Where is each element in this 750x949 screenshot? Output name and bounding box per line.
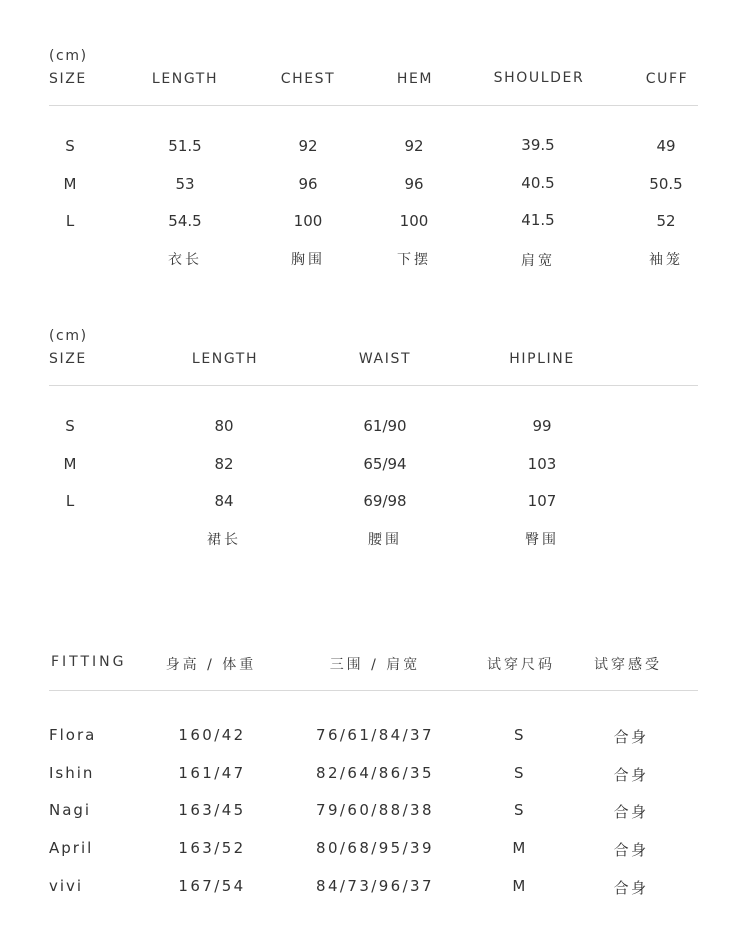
measurements-cell: 80/68/95/39 <box>316 839 434 857</box>
cuff-cell: 49 <box>656 137 676 155</box>
cn-label-hipline: 臀围 <box>525 532 559 548</box>
header-cuff: CUFF <box>645 71 689 87</box>
fit-feeling-cell: 合身 <box>613 803 649 821</box>
chest-cell: 100 <box>293 212 323 230</box>
length-cell: 51.5 <box>168 137 202 155</box>
length-cell: 80 <box>214 417 234 435</box>
size-cell: S <box>65 417 75 435</box>
waist-cell: 61/90 <box>363 417 407 435</box>
shoulder-cell: 40.5 <box>521 174 555 192</box>
header-divider <box>49 690 698 691</box>
measurements-cell: 84/73/96/37 <box>316 877 434 895</box>
height-weight-cell: 161/47 <box>178 764 246 782</box>
size-cell: L <box>65 212 75 230</box>
measurements-cell: 82/64/86/35 <box>316 764 434 782</box>
hem-cell: 100 <box>399 212 429 230</box>
header-length: LENGTH <box>191 351 259 367</box>
waist-cell: 69/98 <box>363 492 407 510</box>
height-weight-cell: 163/52 <box>178 839 246 857</box>
chest-cell: 96 <box>298 175 318 193</box>
cn-label-shoulder: 肩宽 <box>521 253 555 269</box>
header-height-weight: 身高 / 体重 <box>165 657 257 673</box>
size-cell: M <box>63 175 77 193</box>
cn-label-chest: 胸围 <box>291 252 325 268</box>
model-name: Nagi <box>49 801 92 819</box>
header-hipline: HIPLINE <box>509 351 575 367</box>
tried-size-cell: S <box>514 801 526 819</box>
measurements-cell: 79/60/88/38 <box>316 801 434 819</box>
header-fit-feeling: 试穿感受 <box>594 657 662 673</box>
unit-label: (cm) <box>49 48 88 64</box>
model-name: April <box>49 839 94 857</box>
header-fitting: FITTING <box>51 654 127 670</box>
fit-feeling-cell: 合身 <box>613 841 649 859</box>
fit-feeling-cell: 合身 <box>613 728 649 746</box>
header-divider <box>49 105 698 106</box>
model-name: vivi <box>49 877 84 895</box>
tried-size-cell: S <box>514 764 526 782</box>
header-tried-size: 试穿尺码 <box>487 657 555 673</box>
length-cell: 82 <box>214 455 234 473</box>
header-size: SIZE <box>49 351 87 367</box>
length-cell: 84 <box>214 492 234 510</box>
header-measurements: 三围 / 肩宽 <box>329 657 421 673</box>
hipline-cell: 107 <box>527 492 557 510</box>
unit-label: (cm) <box>49 328 88 344</box>
height-weight-cell: 167/54 <box>178 877 246 895</box>
fit-feeling-cell: 合身 <box>613 766 649 784</box>
measurements-cell: 76/61/84/37 <box>316 726 434 744</box>
header-waist: WAIST <box>358 351 412 367</box>
chest-cell: 92 <box>298 137 318 155</box>
size-cell: L <box>65 492 75 510</box>
header-divider <box>49 385 698 386</box>
waist-cell: 65/94 <box>363 455 407 473</box>
cuff-cell: 52 <box>656 212 676 230</box>
cn-label-hem: 下摆 <box>397 252 431 268</box>
model-name: Ishin <box>49 764 95 782</box>
model-name: Flora <box>49 726 97 744</box>
shoulder-cell: 41.5 <box>521 211 555 229</box>
header-hem: HEM <box>396 71 434 87</box>
fit-feeling-cell: 合身 <box>613 879 649 897</box>
header-length: LENGTH <box>151 71 219 87</box>
hipline-cell: 99 <box>532 417 552 435</box>
hem-cell: 96 <box>404 175 424 193</box>
height-weight-cell: 160/42 <box>178 726 246 744</box>
header-chest: CHEST <box>280 71 336 87</box>
hipline-cell: 103 <box>527 455 557 473</box>
size-cell: M <box>63 455 77 473</box>
cn-label-length: 衣长 <box>168 252 202 268</box>
cn-label-cuff: 袖笼 <box>649 252 683 268</box>
cn-label-length: 裙长 <box>207 532 241 548</box>
cn-label-waist: 腰围 <box>368 532 402 548</box>
length-cell: 54.5 <box>168 212 202 230</box>
size-cell: S <box>65 137 75 155</box>
tried-size-cell: S <box>514 726 526 744</box>
tried-size-cell: M <box>512 877 528 895</box>
tried-size-cell: M <box>512 839 528 857</box>
header-size: SIZE <box>49 71 87 87</box>
length-cell: 53 <box>175 175 195 193</box>
hem-cell: 92 <box>404 137 424 155</box>
height-weight-cell: 163/45 <box>178 801 246 819</box>
header-shoulder: SHOULDER <box>493 70 585 86</box>
shoulder-cell: 39.5 <box>521 136 555 154</box>
cuff-cell: 50.5 <box>649 175 683 193</box>
